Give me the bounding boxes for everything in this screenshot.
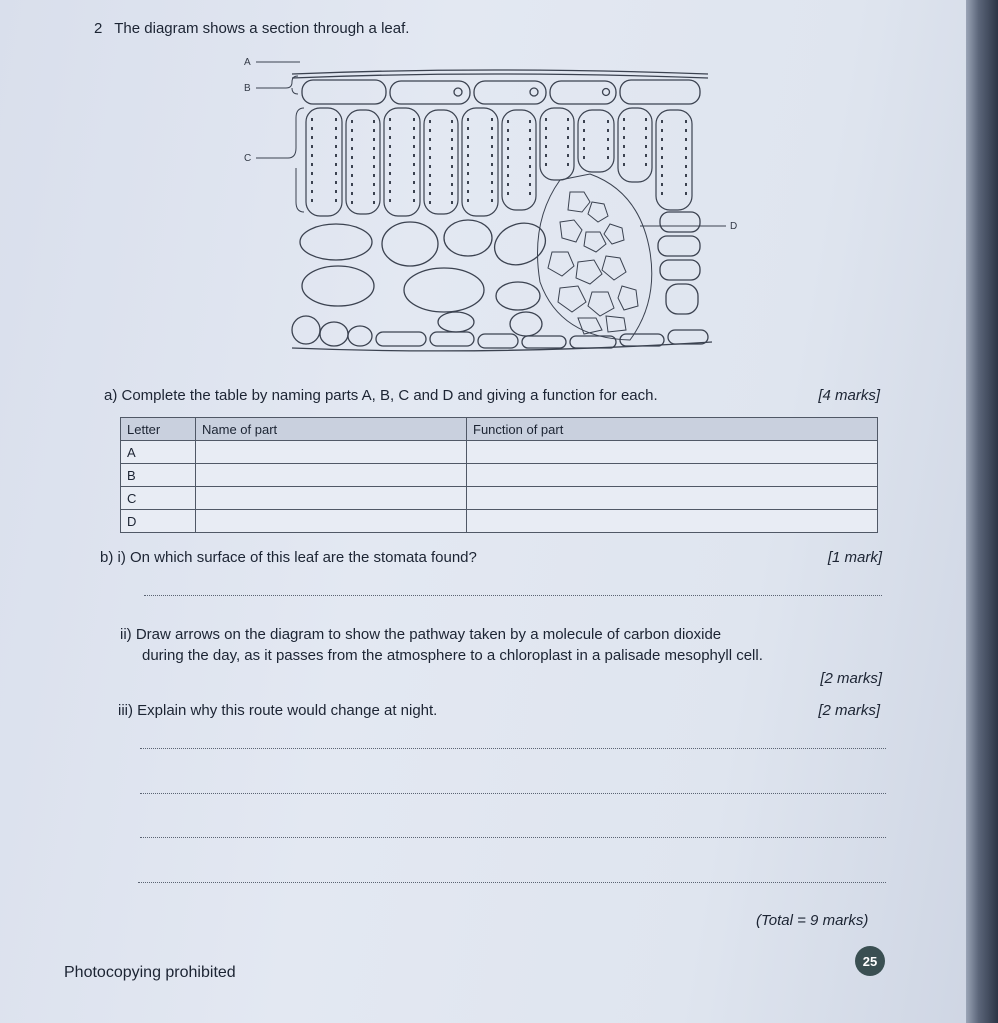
- row-letter: D: [121, 510, 196, 533]
- page-edge: [966, 0, 998, 1023]
- diagram-label-c: C: [244, 153, 252, 164]
- part-a-marks: [4 marks]: [818, 387, 880, 404]
- function-cell[interactable]: [467, 464, 878, 487]
- name-cell[interactable]: [196, 487, 467, 510]
- header-letter: Letter: [121, 418, 196, 441]
- lower-epidermis-cells: [292, 316, 712, 351]
- part-b-ii-marks-row: [120, 670, 882, 687]
- function-cell[interactable]: [467, 441, 878, 464]
- part-b-ii-line1: ii) Draw arrows on the diagram to show the pathway taken by a molecule of carbon dioxide: [120, 626, 722, 643]
- question-number: 2: [94, 20, 103, 37]
- part-b-ii-marks: [2 marks]: [820, 670, 882, 687]
- answer-line[interactable]: [138, 882, 886, 883]
- name-cell[interactable]: [196, 441, 467, 464]
- header-name-of-part: Name of part: [196, 418, 467, 441]
- name-cell[interactable]: [196, 510, 467, 533]
- cuticle-line-inner: [292, 74, 708, 78]
- upper-epidermis-cells: [302, 80, 700, 104]
- footer-notice: Photocopying prohibited: [64, 964, 236, 981]
- spongy-mesophyll-cells: [300, 212, 700, 336]
- part-a-prompt: [104, 387, 880, 404]
- diagram-label-a: A: [244, 57, 251, 68]
- diagram-label-b: B: [244, 83, 251, 94]
- part-b-i-marks: [1 mark]: [827, 549, 882, 566]
- table-row: [121, 464, 878, 487]
- header-function-of-part: Function of part: [467, 418, 878, 441]
- table-row: [121, 441, 878, 464]
- row-letter: C: [121, 487, 196, 510]
- row-letter: A: [121, 441, 196, 464]
- page-number-badge: 25: [855, 946, 885, 976]
- question-intro: The diagram shows a section through a leaf.: [114, 20, 410, 37]
- part-b-i-prompt: [100, 549, 882, 566]
- part-b-ii-line2: during the day, as it passes from the atmosphere to a chloroplast in a palisade mesophyll cell.: [142, 647, 763, 664]
- row-letter: B: [121, 464, 196, 487]
- chloroplasts: [312, 118, 686, 206]
- answer-line[interactable]: [140, 748, 886, 749]
- diagram-label-d: D: [730, 221, 738, 232]
- answer-line[interactable]: [140, 837, 886, 838]
- part-b-iii-marks: [2 marks]: [818, 702, 880, 719]
- question-heading: [94, 20, 409, 37]
- leaf-section-diagram: [230, 52, 750, 362]
- part-a-text: a) Complete the table by naming parts A, B, C and D and giving a function for each.: [104, 387, 658, 404]
- table-header-row: [121, 418, 878, 441]
- table-row: [121, 487, 878, 510]
- name-cell[interactable]: [196, 464, 467, 487]
- vascular-bundle: [538, 174, 652, 340]
- part-b-iii-prompt: [118, 702, 880, 719]
- function-cell[interactable]: [467, 487, 878, 510]
- part-b-iii-text: iii) Explain why this route would change at night.: [118, 702, 438, 719]
- answer-line[interactable]: [144, 595, 882, 596]
- part-b-i-text: b) i) On which surface of this leaf are the stomata found?: [100, 549, 477, 566]
- function-cell[interactable]: [467, 510, 878, 533]
- part-b-ii-prompt: [120, 626, 880, 664]
- answer-line[interactable]: [140, 793, 886, 794]
- palisade-cells: [306, 108, 692, 216]
- total-marks: (Total = 9 marks): [756, 912, 869, 929]
- table-row: [121, 510, 878, 533]
- parts-table: [120, 417, 878, 533]
